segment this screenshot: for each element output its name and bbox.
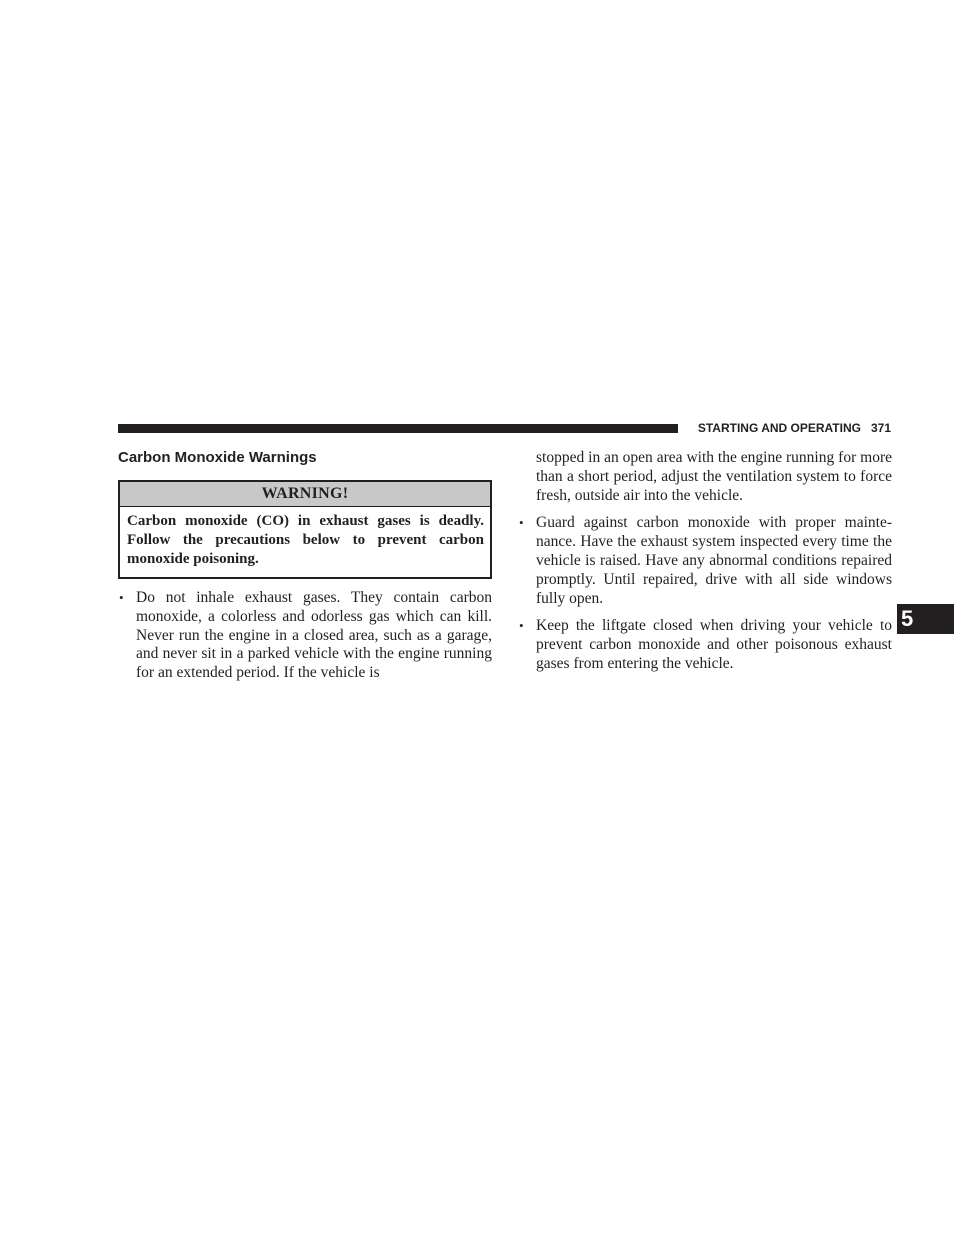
right-column [519, 449, 892, 683]
list-item [519, 617, 892, 673]
bullet-text-liftgate: Keep the liftgate closed when driving your vehicle to prevent carbon monoxide and other poisonous exhaust gases from entering the vehicle. [536, 617, 892, 672]
bullet-icon: • [519, 618, 524, 634]
warning-text: Carbon monoxide (CO) in exhaust gases is deadly. Follow the precautions below to prevent carbon monoxide poisoning. [127, 513, 484, 568]
bullet-text-inhale: Do not inhale exhaust gases. They contain carbon monoxide, a colorless and odorless gas which can kill. Never run the engine in a closed area, such as a garage, and never sit in a parked vehicle with the engine running for an extended period. If the vehicle is [136, 589, 492, 682]
bullet-icon: • [119, 590, 124, 605]
bullet-icon: • [519, 515, 524, 531]
left-column [119, 589, 492, 683]
section-title: Carbon Monoxide Warnings [118, 449, 317, 466]
running-header [688, 420, 891, 436]
chapter-tab: 5 [897, 604, 954, 634]
warning-heading: WARNING! [120, 482, 490, 507]
bullet-list-right [519, 514, 892, 673]
bullet-text-maintenance: Guard against carbon monoxide with proper maintenance. Have the exhaust system inspected every time the vehicle is raised. Have any abnormal conditions repaired promptly. Until repaired, drive with all side windows fully open. [536, 514, 892, 607]
header-section-title: STARTING AND OPERATING [697, 421, 861, 435]
list-item [519, 514, 892, 608]
bullet-list-left [119, 589, 492, 683]
warning-box [118, 480, 492, 579]
list-item [119, 589, 492, 683]
header-rule [118, 424, 678, 433]
page-number: 371 [870, 421, 891, 435]
bullet-continuation: stopped in an open area with the engine running for more than a short period, adjust the ventilation system to force fresh, outside air into the vehicle. [536, 449, 892, 504]
